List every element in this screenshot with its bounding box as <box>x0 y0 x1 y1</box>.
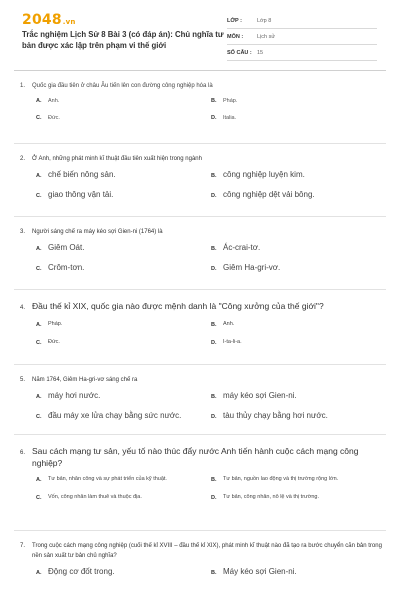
option-group <box>20 469 386 515</box>
site-logo[interactable] <box>22 12 76 28</box>
option-letter: A. <box>36 322 42 328</box>
option-letter: C. <box>36 340 42 346</box>
option-letter: A. <box>36 246 42 252</box>
question-number: 4. <box>20 305 26 311</box>
meta-label: MÔN : <box>227 33 244 40</box>
meta-table <box>227 13 377 61</box>
option-letter: C. <box>36 193 42 199</box>
answer-option[interactable] <box>211 493 386 502</box>
question-list <box>14 71 386 591</box>
option-text: Vốn, công nhân làm thuê và thuộc địa. <box>48 494 142 500</box>
answer-option[interactable] <box>36 320 211 329</box>
question-text: Người sáng chế ra máy kéo sợi Gien-ni (1764) là <box>32 229 163 235</box>
option-letter: B. <box>211 173 217 179</box>
page-title: Trắc nghiệm Lịch Sử 8 Bài 3 (có đáp án): Chủ nghĩa tư bản được xác lập trên phạm vi thế giới <box>22 30 224 50</box>
meta-label: LỚP : <box>227 17 242 24</box>
answer-option[interactable] <box>211 567 386 578</box>
answer-option[interactable] <box>211 263 386 274</box>
option-letter: B. <box>211 322 217 328</box>
option-group <box>20 164 386 214</box>
answer-option[interactable] <box>36 170 211 181</box>
option-letter: A. <box>36 394 42 400</box>
option-text: Động cơ đốt trong. <box>48 567 115 576</box>
option-letter: A. <box>36 477 42 483</box>
answer-option[interactable] <box>36 493 211 502</box>
option-letter: D. <box>211 115 217 121</box>
answer-option[interactable] <box>36 411 211 422</box>
option-text: Ác-crai-tơ. <box>223 243 261 252</box>
option-text: Giêm Ha-gri-vơ. <box>223 263 281 272</box>
option-letter: C. <box>36 495 42 501</box>
question-item <box>14 365 386 435</box>
option-text: giao thông vận tải. <box>48 190 114 199</box>
option-text: Anh. <box>48 98 60 104</box>
answer-option[interactable] <box>211 190 386 201</box>
question-text: Quốc gia đầu tiên ở châu Âu tiến lên con đường công nghiệp hóa là <box>32 83 213 89</box>
option-text: Tư bản, nhân công và sự phát triển của kỹ thuật. <box>48 476 167 482</box>
option-group <box>20 314 386 360</box>
question-item <box>14 290 386 365</box>
option-letter: A. <box>36 98 42 104</box>
option-letter: D. <box>211 193 217 199</box>
meta-value: 15 <box>257 49 264 56</box>
answer-option[interactable] <box>36 567 211 578</box>
option-letter: D. <box>211 340 217 346</box>
option-text: Giêm Oát. <box>48 243 85 252</box>
meta-value: Lớp 8 <box>257 17 272 24</box>
answer-option[interactable] <box>36 475 211 484</box>
option-text: đầu máy xe lửa chạy bằng sức nước. <box>48 411 182 420</box>
option-text: Máy kéo sợi Gien-ni. <box>223 567 297 576</box>
option-group <box>20 385 386 435</box>
meta-row-class <box>227 13 377 29</box>
option-text: tàu thủy chạy bằng hơi nước. <box>223 411 328 420</box>
question-text: Sau cách mạng tư sản, yếu tố nào thúc đẩy nước Anh tiến hành cuộc cách mạng công nghiệp? <box>32 446 359 468</box>
option-text: Tư bản, công nhân, nô lệ và thị trường. <box>223 494 319 500</box>
option-text: công nghiệp dệt vải bông. <box>223 190 315 199</box>
question-item <box>14 435 386 531</box>
question-text: Đầu thế kỉ XIX, quốc gia nào được mệnh danh là "Công xưởng của thế giới"? <box>32 301 324 311</box>
logo-main: 2048 <box>22 12 62 28</box>
option-text: Pháp. <box>223 98 238 104</box>
option-group <box>20 237 386 287</box>
question-text: Ở Anh, những phát minh kĩ thuật đầu tiên xuất hiện trong ngành <box>32 156 202 162</box>
option-text: máy hơi nước. <box>48 391 101 400</box>
answer-option[interactable] <box>36 243 211 254</box>
answer-option[interactable] <box>36 97 211 105</box>
question-item <box>14 217 386 290</box>
option-letter: C. <box>36 414 42 420</box>
meta-value: Lịch sử <box>257 33 276 40</box>
option-letter: A. <box>36 173 42 179</box>
answer-option[interactable] <box>211 170 386 181</box>
option-text: Đức. <box>48 115 60 121</box>
question-item <box>14 144 386 217</box>
question-item <box>14 531 386 591</box>
answer-option[interactable] <box>211 391 386 402</box>
question-number: 2. <box>20 156 26 162</box>
option-text: chế biến nông sản. <box>48 170 116 179</box>
meta-row-count <box>227 45 377 61</box>
option-letter: B. <box>211 246 217 252</box>
answer-option[interactable] <box>211 97 386 105</box>
question-number: 6. <box>20 450 26 456</box>
answer-option[interactable] <box>211 243 386 254</box>
answer-option[interactable] <box>211 338 386 347</box>
option-letter: A. <box>36 570 42 576</box>
option-text: Đức. <box>48 339 60 345</box>
option-group <box>20 91 386 135</box>
option-letter: C. <box>36 115 42 121</box>
question-item <box>14 71 386 144</box>
answer-option[interactable] <box>211 411 386 422</box>
option-text: Crôm-tơn. <box>48 263 85 272</box>
option-text: Pháp. <box>48 321 63 327</box>
option-letter: D. <box>211 266 217 272</box>
option-letter: B. <box>211 477 217 483</box>
answer-option[interactable] <box>211 475 386 484</box>
option-letter: D. <box>211 495 217 501</box>
question-text: Năm 1764, Giêm Ha-gri-vơ sáng chế ra <box>32 377 138 383</box>
question-number: 7. <box>20 543 26 549</box>
answer-option[interactable] <box>211 114 386 122</box>
option-text: máy kéo sợi Gien-ni. <box>223 391 297 400</box>
option-text: Tư bản, nguồn lao động và thị trường rộng lớn. <box>223 476 339 482</box>
option-text: công nghiệp luyện kim. <box>223 170 305 179</box>
option-text: I-ta-li-a. <box>223 339 242 345</box>
question-number: 1. <box>20 83 26 89</box>
question-number: 3. <box>20 229 26 235</box>
answer-option[interactable] <box>211 320 386 329</box>
question-number: 5. <box>20 377 26 383</box>
option-text: Italia. <box>223 115 237 121</box>
option-letter: C. <box>36 266 42 272</box>
option-group <box>20 561 386 591</box>
logo-suffix: .vn <box>62 18 76 26</box>
answer-option[interactable] <box>36 263 211 274</box>
option-letter: B. <box>211 394 217 400</box>
meta-row-subject <box>227 29 377 45</box>
answer-option[interactable] <box>36 114 211 122</box>
question-text: Trong cuộc cách mạng công nghiệp (cuối thế kỉ XVIII – đầu thế kỉ XIX), phát minh kĩ thuật nào đã tạo ra bước chuyển căn bản trong nền sản xuất tư bản chủ nghĩa? <box>32 543 382 559</box>
answer-option[interactable] <box>36 190 211 201</box>
answer-option[interactable] <box>36 338 211 347</box>
option-letter: B. <box>211 98 217 104</box>
option-letter: B. <box>211 570 217 576</box>
answer-option[interactable] <box>36 391 211 402</box>
meta-label: SỐ CÂU : <box>227 49 252 56</box>
option-letter: D. <box>211 414 217 420</box>
option-text: Anh. <box>223 321 235 327</box>
page-header <box>0 0 400 62</box>
